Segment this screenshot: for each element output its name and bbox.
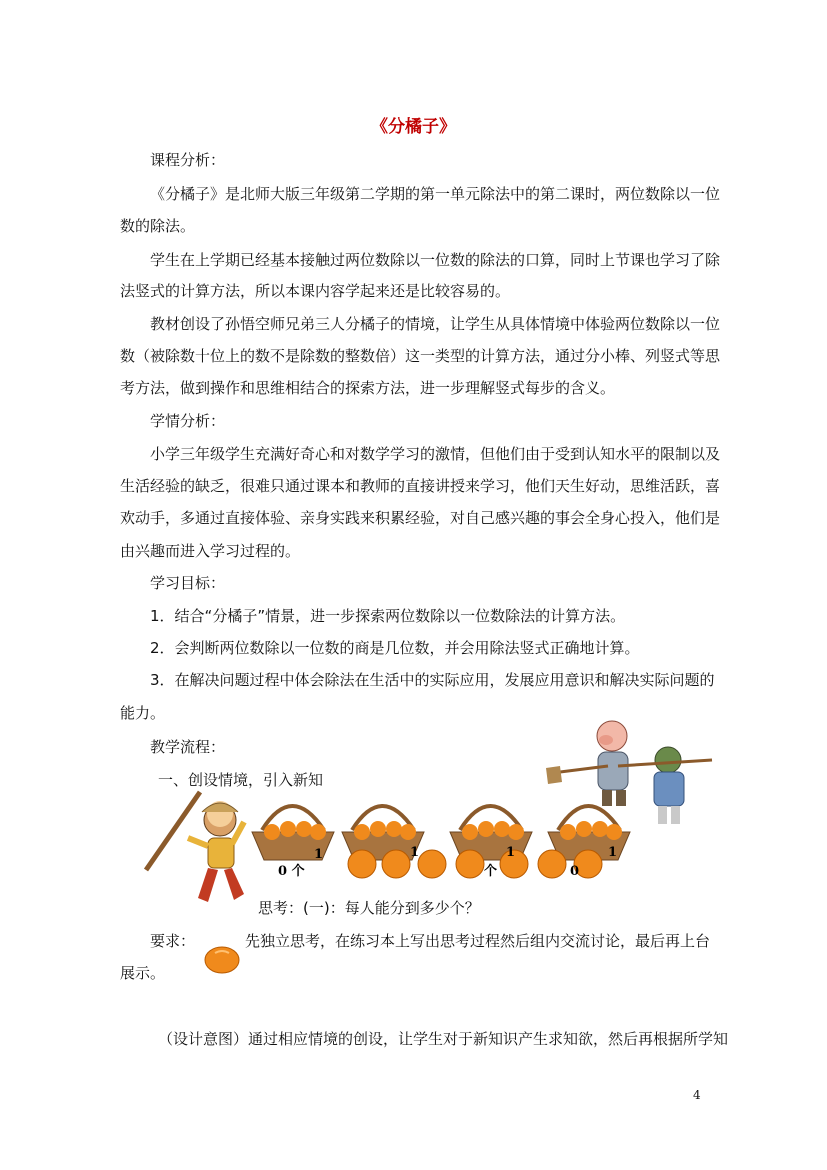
scene-label: 1 [314, 847, 324, 862]
scene-label: 1 [410, 845, 420, 860]
page-number: 4 [693, 1088, 701, 1102]
objective-item: 2．会判断两位数除以一位数的商是几位数，并会用除法竖式正确地计算。 [150, 639, 640, 657]
paragraph-line: 欢动手，多通过直接体验、亲身实践来积累经验，对自己感兴趣的事会全身心投入，他们是 [120, 509, 721, 527]
objective-item: 能力。 [120, 704, 166, 722]
requirement-text: 先独立思考，在练习本上写出思考过程然后组内交流讨论，最后再上台 [245, 932, 711, 950]
paragraph-line: 法竖式的计算方法，所以本课内容学起来还是比较容易的。 [120, 282, 511, 300]
companions-figure [546, 721, 712, 824]
paragraph-line: 数的除法。 [120, 217, 196, 235]
paragraph-line: 学生在上学期已经基本接触过两位数除以一位数的除法的口算，同时上节课也学习了除 [150, 251, 721, 269]
requirement-text: 展示。 [120, 964, 166, 982]
paragraph-line: 数（被除数十位上的数不是除数的整数倍）这一类型的计算方法，通过分小棒、列竖式等思 [120, 347, 721, 365]
scene-label: 0 个 [278, 864, 305, 879]
scene-label: 0 [570, 864, 580, 879]
paragraph-line: 由兴趣而进入学习过程的。 [120, 542, 301, 560]
paragraph-line: 生活经验的缺乏，很难只通过课本和教师的直接讲授来学习，他们天生好动，思维活跃，喜 [120, 477, 721, 495]
scene-label: 1 [608, 845, 618, 860]
requirement-label: 要求： [150, 932, 196, 950]
scene-label: 1 [506, 845, 516, 860]
course-analysis-heading: 课程分析： [150, 151, 226, 169]
scene-label: 个 [484, 864, 498, 879]
learning-analysis-heading: 学情分析： [150, 412, 226, 430]
process-heading: 教学流程： [150, 738, 226, 756]
objective-item: 1．结合“分橘子”情景，进一步探索两位数除以一位数除法的计算方法。 [150, 607, 626, 625]
monkey-king-figure [146, 792, 244, 902]
paragraph-line: 《分橘子》是北师大版三年级第二学期的第一单元除法中的第二课时，两位数除以一位 [150, 185, 721, 203]
paragraph-line: 小学三年级学生充满好奇心和对数学学习的激情，但他们由于受到认知水平的限制以及 [150, 445, 721, 463]
document-title: 《分橘子》 [371, 117, 456, 137]
think-question: 思考：(一)：每人能分到多少个？ [258, 899, 480, 917]
objective-item: 3．在解决问题过程中体会除法在生活中的实际应用，发展应用意识和解决实际问题的 [150, 671, 715, 689]
oranges-scene [140, 710, 720, 920]
paragraph-line: 考方法，做到操作和思维相结合的探索方法，进一步理解竖式每步的含义。 [120, 379, 616, 397]
paragraph-line: 教材创设了孙悟空师兄弟三人分橘子的情境，让学生从具体情境中体验两位数除以一位 [150, 315, 721, 333]
objectives-heading: 学习目标： [150, 574, 226, 592]
step-heading: 一、创设情境，引入新知 [158, 771, 324, 789]
design-intent: （设计意图）通过相应情境的创设，让学生对于新知识产生求知欲，然后再根据所学知 [158, 1030, 729, 1048]
orange-icon [203, 944, 241, 974]
